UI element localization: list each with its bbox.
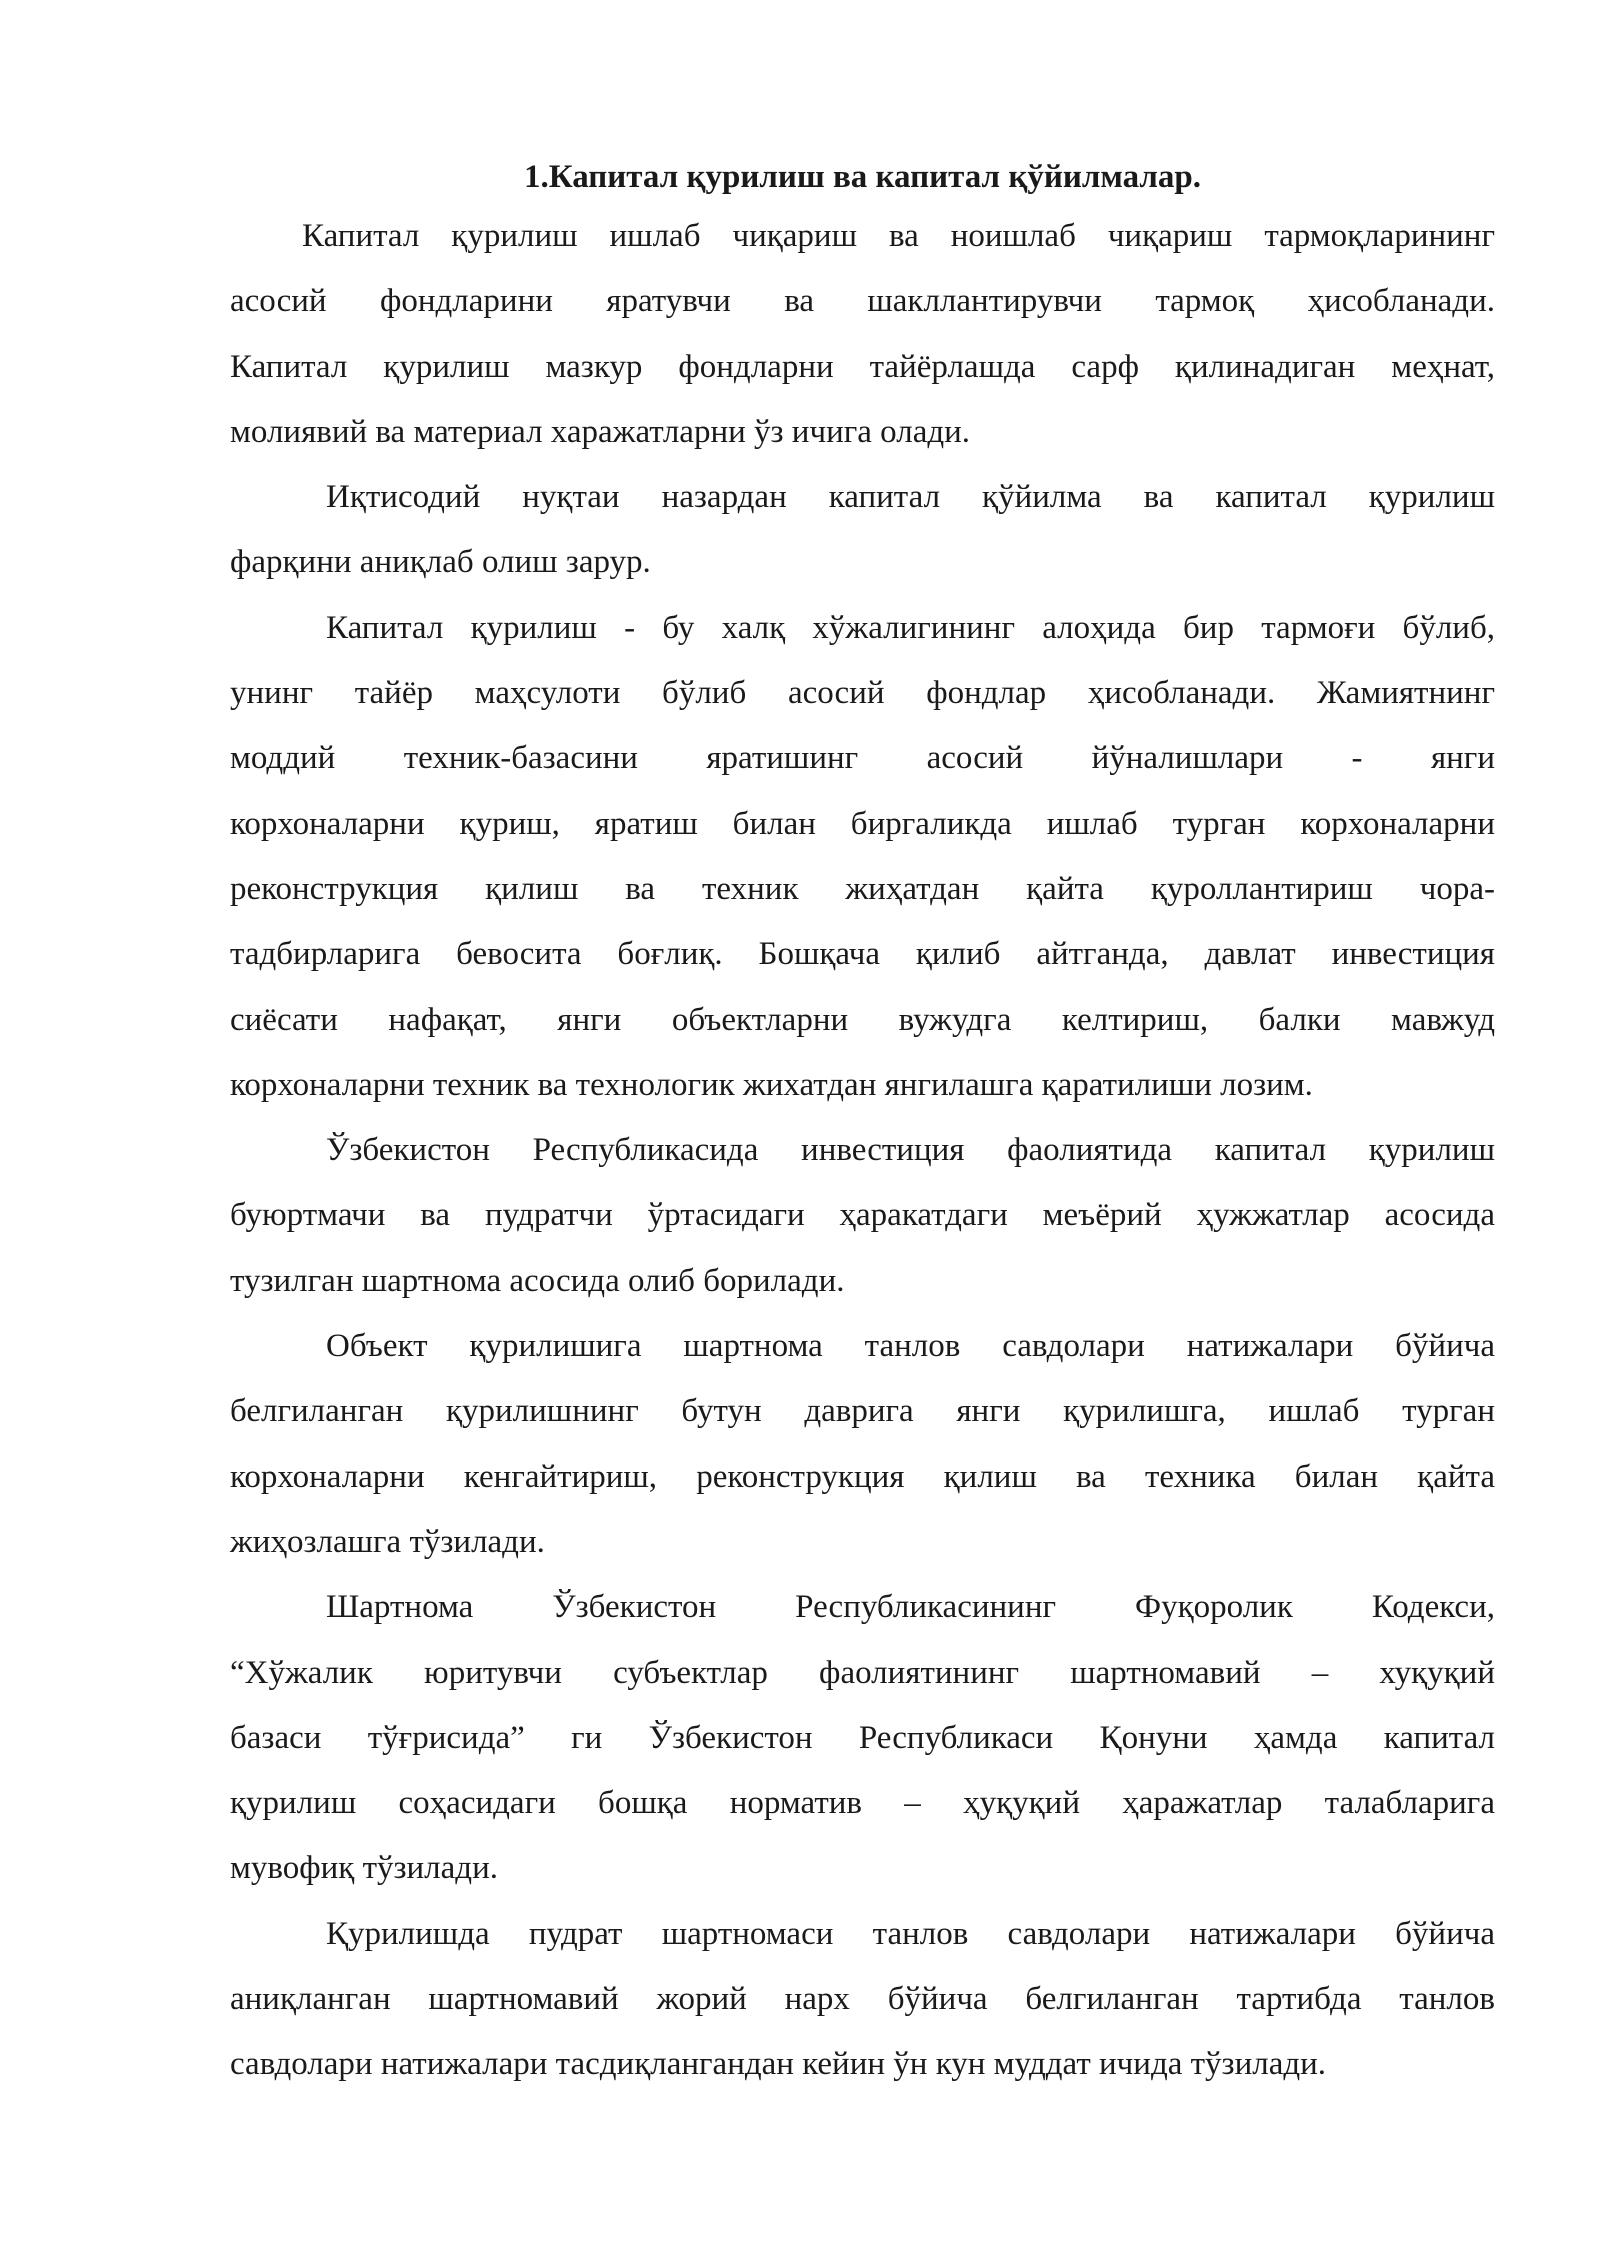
paragraph-line: асосий фондларини яратувчи ва шакллантирувчи тармоқ ҳисобланади. <box>230 283 1495 320</box>
paragraph <box>230 596 1495 1118</box>
paragraph-line: мувофиқ тўзилади. <box>230 1850 498 1887</box>
paragraph <box>230 1575 1495 1901</box>
paragraph <box>230 204 1495 465</box>
paragraph-line: Капитал қурилиш ишлаб чиқариш ва ноишлаб чиқариш тармоқларининг <box>302 218 1495 254</box>
paragraph-line: Капитал қурилиш - бу халқ хўжалигининг алоҳида бир тармоғи бўлиб, <box>326 609 1495 646</box>
paragraph-line: Капитал қурилиш мазкур фондларни тайёрлашда сарф қилинадиган меҳнат, <box>230 348 1495 385</box>
paragraph <box>230 1902 1495 2098</box>
section-title: 1.Капитал қурилиш ва капитал қўйилмалар. <box>523 159 1202 195</box>
paragraph-line: базаси тўғрисида” ги Ўзбекистон Республикаси Қонуни ҳамда капитал <box>230 1719 1495 1756</box>
paragraph-line: реконструкция қилиш ва техник жиҳатдан қайта қуроллантириш чора- <box>230 870 1495 907</box>
paragraph-line: Объект қурилишига шартнома танлов савдолари натижалари бўйича <box>326 1328 1495 1365</box>
paragraph-line: савдолари натижалари тасдиқлангандан кейин ўн кун муддат ичида тўзилади. <box>230 2046 1327 2083</box>
paragraph-line: Ўзбекистон Республикасида инвестиция фаолиятида капитал қурилиш <box>326 1132 1495 1169</box>
paragraph-line: қурилиш соҳасидаги бошқа норматив – ҳуқуқий ҳаражатлар талабларига <box>230 1785 1495 1822</box>
paragraph-line: буюртмачи ва пудратчи ўртасидаги ҳаракатдаги меъёрий ҳужжатлар асосида <box>230 1197 1495 1234</box>
paragraph-line: Қурилишда пудрат шартномаси танлов савдолари натижалари бўйича <box>326 1915 1495 1952</box>
paragraph-line: фарқини аниқлаб олиш зарур. <box>230 544 651 581</box>
paragraph-line: корхоналарни кенгайтириш, реконструкция қилиш ва техника билан қайта <box>230 1458 1495 1495</box>
paragraph-line: сиёсати нафақат, янги объектларни вужудга келтириш, балки мавжуд <box>230 1001 1495 1038</box>
paragraph <box>230 465 1495 596</box>
paragraph-list <box>230 204 1495 2098</box>
document-body <box>230 150 1495 2098</box>
paragraph-line: жиҳозлашга тўзилади. <box>230 1523 545 1560</box>
paragraph-line: белгиланган қурилишнинг бутун даврига янги қурилишга, ишлаб турган <box>230 1393 1495 1430</box>
paragraph-line: Шартнома Ўзбекистон Республикасининг Фуқоролик Кодекси, <box>326 1589 1495 1626</box>
paragraph-line: тузилган шартнома асосида олиб борилади. <box>230 1262 845 1299</box>
paragraph-line: моддий техник-базасини яратишинг асосий йўналишлари - янги <box>230 740 1495 777</box>
paragraph-line: аниқланган шартномавий жорий нарх бўйича белгиланган тартибда танлов <box>230 1981 1495 2018</box>
paragraph-line: тадбирларига бевосита боғлиқ. Бошқача қилиб айтганда, давлат инвестиция <box>230 936 1495 973</box>
paragraph-line: Иқтисодий нуқтаи назардан капитал қўйилма ва капитал қурилиш <box>326 479 1495 516</box>
paragraph-line: унинг тайёр маҳсулоти бўлиб асосий фондлар ҳисобланади. Жамиятнинг <box>230 675 1495 712</box>
paragraph-line: корхоналарни қуриш, яратиш билан биргаликда ишлаб турган корхоналарни <box>230 805 1495 842</box>
paragraph-line: молиявий ва материал харажатларни ўз ичига олади. <box>230 413 971 450</box>
paragraph <box>230 1118 1495 1314</box>
paragraph-line: “Хўжалик юритувчи субъектлар фаолиятининг шартномавий – хуқуқий <box>230 1654 1495 1691</box>
paragraph-line: корхоналарни техник ва технологик жихатдан янгилашга қаратилиши лозим. <box>230 1066 1313 1103</box>
paragraph <box>230 1314 1495 1575</box>
